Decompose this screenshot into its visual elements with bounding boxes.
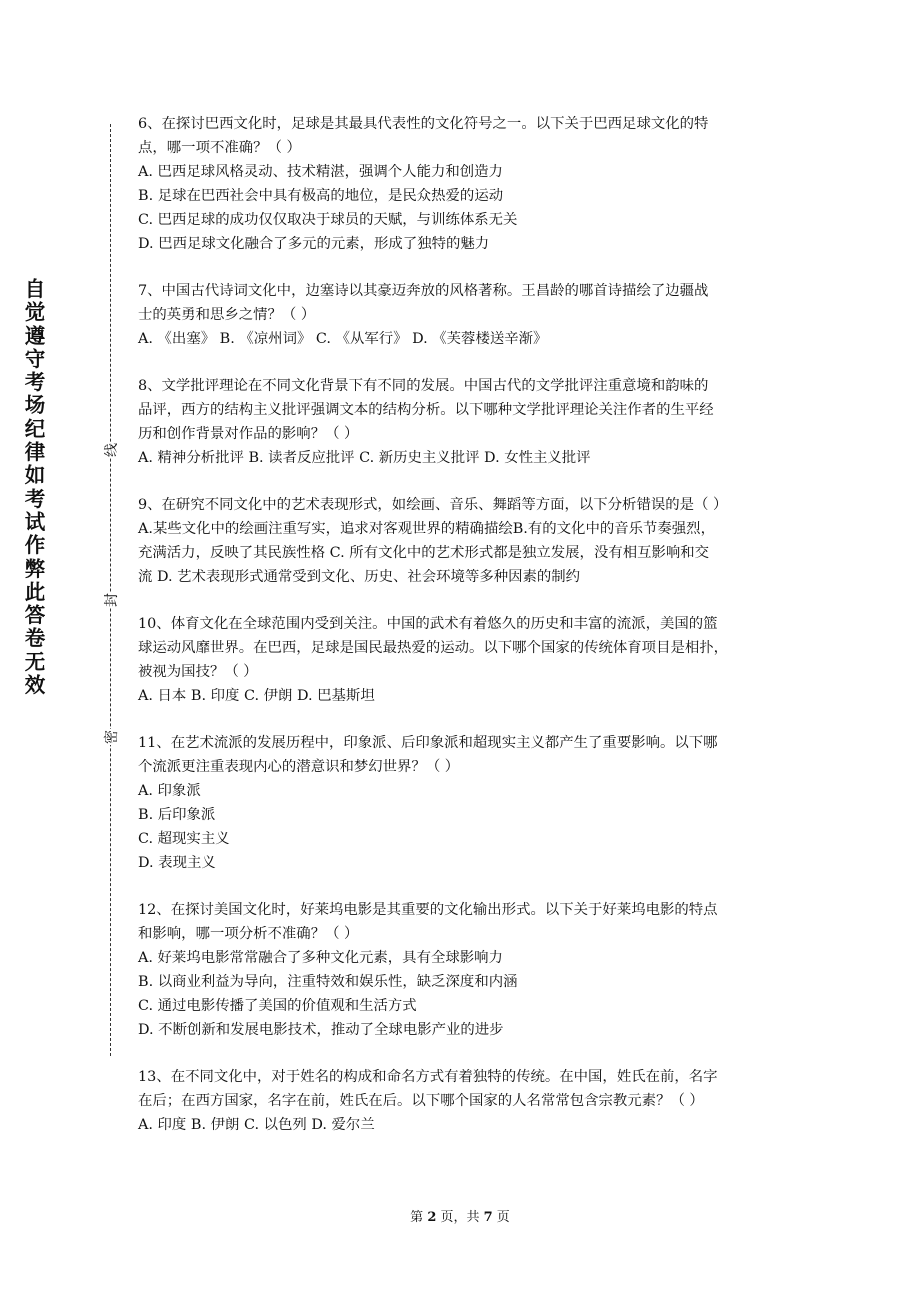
seal-mark-seal: 封 <box>104 593 120 607</box>
question-text-line: 和影响，哪一项分析不准确？（ ） <box>138 926 359 942</box>
question-list <box>138 112 778 1160</box>
question-text-line: 点，哪一项不准确？（ ） <box>138 140 301 156</box>
question-block <box>138 612 778 708</box>
question-text-line: D. 巴西足球文化融合了多元的元素，形成了独特的魅力 <box>138 236 490 252</box>
question-text-line: 在后；在西方国家，名字在前，姓氏在后。以下哪个国家的人名常常包含宗教元素？（ ） <box>138 1093 704 1109</box>
question-text-line: 被视为国技？（ ） <box>138 664 258 680</box>
question-text-line: C. 通过电影传播了美国的价值观和生活方式 <box>138 998 417 1014</box>
question-text-line: A. 《出塞》 B. 《凉州词》 C. 《从军行》 D. 《芙蓉楼送辛渐》 <box>138 331 548 347</box>
question-text-line: C. 超现实主义 <box>138 831 230 847</box>
question-block <box>138 1065 778 1137</box>
current-page-number: 2 <box>427 1210 437 1225</box>
total-page-count: 7 <box>483 1210 493 1225</box>
seal-mark-line: 线 <box>104 443 120 457</box>
question-text-line: 历和创作背景对作品的影响？（ ） <box>138 426 359 442</box>
seal-mark-secret: 密 <box>104 730 120 744</box>
question-block <box>138 279 778 351</box>
question-text-line: D. 不断创新和发展电影技术，推动了全球电影产业的进步 <box>138 1022 504 1038</box>
question-text-line: A. 巴西足球风格灵动、技术精湛，强调个人能力和创造力 <box>138 164 503 180</box>
question-text-line: A.某些文化中的绘画注重写实，追求对客观世界的精确描绘B.有的文化中的音乐节奏强烈， <box>138 521 715 537</box>
question-text-line: A. 印度 B. 伊朗 C. 以色列 D. 爱尔兰 <box>138 1117 375 1133</box>
question-text-line: D. 表现主义 <box>138 855 216 871</box>
question-block <box>138 898 778 1042</box>
question-stem-line: 13、在不同文化中，对于姓名的构成和命名方式有着独特的传统。在中国，姓氏在前，名字 <box>138 1069 718 1085</box>
question-text-line: A. 精神分析批评 B. 读者反应批评 C. 新历史主义批评 D. 女性主义批评 <box>138 450 591 466</box>
question-stem-line: 10、体育文化在全球范围内受到关注。中国的武术有着悠久的历史和丰富的流派，美国的篮 <box>138 616 718 632</box>
exam-discipline-notice: 自觉遵守考场纪律如考试作弊此答卷无效 <box>24 277 46 698</box>
question-block <box>138 493 778 589</box>
question-text-line: 流 D. 艺术表现形式通常受到文化、历史、社会环境等多种因素的制约 <box>138 569 581 585</box>
question-text-line: 球运动风靡世界。在巴西，足球是国民最热爱的运动。以下哪个国家的传统体育项目是相扑， <box>138 640 729 656</box>
question-block <box>138 112 778 256</box>
question-stem-line: 9、在研究不同文化中的艺术表现形式，如绘画、音乐、舞蹈等方面，以下分析错误的是（ ） <box>138 497 728 513</box>
question-stem-line: 7、中国古代诗词文化中，边塞诗以其豪迈奔放的风格著称。王昌龄的哪首诗描绘了边疆战 <box>138 283 709 299</box>
question-stem-line: 12、在探讨美国文化时，好莱坞电影是其重要的文化输出形式。以下关于好莱坞电影的特点 <box>138 902 718 918</box>
footer-suffix: 页 <box>492 1210 510 1225</box>
question-block <box>138 731 778 875</box>
question-text-line: C. 巴西足球的成功仅仅取决于球员的天赋，与训练体系无关 <box>138 212 518 228</box>
question-text-line: 品评，西方的结构主义批评强调文本的结构分析。以下哪种文学批评理论关注作者的生平经 <box>138 402 714 418</box>
question-block <box>138 374 778 470</box>
question-text-line: 士的英勇和思乡之情？（ ） <box>138 307 316 323</box>
question-text-line: 个流派更注重表现内心的潜意识和梦幻世界？（ ） <box>138 759 460 775</box>
question-stem-line: 8、文学批评理论在不同文化背景下有不同的发展。中国古代的文学批评注重意境和韵味的 <box>138 378 709 394</box>
question-text-line: A. 日本 B. 印度 C. 伊朗 D. 巴基斯坦 <box>138 688 375 704</box>
question-stem-line: 6、在探讨巴西文化时，足球是其最具代表性的文化符号之一。以下关于巴西足球文化的特 <box>138 116 709 132</box>
question-text-line: B. 以商业利益为导向，注重特效和娱乐性，缺乏深度和内涵 <box>138 974 518 990</box>
question-text-line: A. 好莱坞电影常常融合了多种文化元素，具有全球影响力 <box>138 950 503 966</box>
question-text-line: 充满活力，反映了其民族性格 C. 所有文化中的艺术形式都是独立发展，没有相互影响和交 <box>138 545 710 561</box>
question-text-line: A. 印象派 <box>138 783 201 799</box>
page-footer <box>0 1206 920 1225</box>
question-text-line: B. 后印象派 <box>138 807 216 823</box>
binding-line <box>110 124 111 1056</box>
question-stem-line: 11、在艺术流派的发展历程中，印象派、后印象派和超现实主义都产生了重要影响。以下哪 <box>138 735 718 751</box>
question-text-line: B. 足球在巴西社会中具有极高的地位，是民众热爱的运动 <box>138 188 504 204</box>
footer-middle: 页，共 <box>436 1210 484 1225</box>
footer-prefix: 第 <box>410 1210 428 1225</box>
